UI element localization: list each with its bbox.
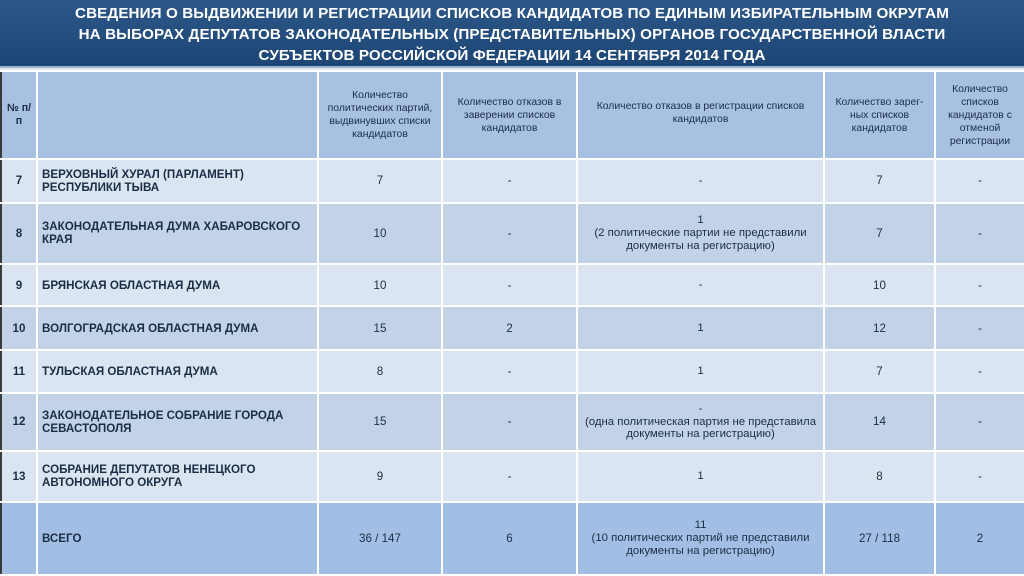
- row-parties: 9: [318, 451, 442, 502]
- row-parties: 36 / 147: [318, 502, 442, 575]
- row-name: ВСЕГО: [37, 502, 318, 575]
- title-line-1: СВЕДЕНИЯ О ВЫДВИЖЕНИИ И РЕГИСТРАЦИИ СПИСКОВ КАНДИДАТОВ ПО ЕДИНЫМ ИЗБИРАТЕЛЬНЫМ ОКРУГАМ: [75, 5, 949, 22]
- table-row: [1, 451, 1024, 502]
- slide-title: [0, 0, 1024, 68]
- title-line-2: НА ВЫБОРАХ ДЕПУТАТОВ ЗАКОНОДАТЕЛЬНЫХ (ПРЕДСТАВИТЕЛЬНЫХ) ОРГАНОВ ГОСУДАРСТВЕННОЙ ВЛАСТИ: [78, 26, 946, 43]
- registration-table-container: [0, 70, 1024, 576]
- row-cancelled: -: [935, 264, 1024, 307]
- row-registered: 14: [824, 393, 935, 451]
- header-row: [1, 71, 1024, 159]
- row-parties: 15: [318, 306, 442, 350]
- table-row: [1, 264, 1024, 307]
- table-row: [1, 350, 1024, 393]
- row-num: 7: [1, 159, 37, 203]
- table-row: [1, 159, 1024, 203]
- row-refusals-certification: -: [442, 350, 577, 393]
- row-num: 9: [1, 264, 37, 307]
- row-registered: 27 / 118: [824, 502, 935, 575]
- header-parties: Количество политических партий, выдвинувших списки кандидатов: [318, 71, 442, 159]
- row-name: БРЯНСКАЯ ОБЛАСТНАЯ ДУМА: [37, 264, 318, 307]
- row-registered: 8: [824, 451, 935, 502]
- row-refusals-registration-value: -: [698, 278, 703, 291]
- row-refusals-registration-note: (2 политические партии не представили документы на регистрацию): [594, 226, 807, 252]
- row-refusals-registration: [577, 159, 824, 203]
- row-refusals-registration: [577, 502, 824, 575]
- row-parties: 15: [318, 393, 442, 451]
- title-line-3: СУБЪЕКТОВ РОССИЙСКОЙ ФЕДЕРАЦИИ 14 СЕНТЯБРЯ 2014 ГОДА: [258, 47, 766, 64]
- row-num: 13: [1, 451, 37, 502]
- registration-table: [0, 70, 1024, 576]
- row-cancelled: -: [935, 159, 1024, 203]
- row-num: 11: [1, 350, 37, 393]
- header-num: № п/п: [1, 71, 37, 159]
- row-parties: 7: [318, 159, 442, 203]
- table-row: [1, 502, 1024, 575]
- row-name: СОБРАНИЕ ДЕПУТАТОВ НЕНЕЦКОГО АВТОНОМНОГО ОКРУГА: [37, 451, 318, 502]
- header-registered: Количество зарег-ных списков кандидатов: [824, 71, 935, 159]
- row-refusals-registration: [577, 393, 824, 451]
- row-refusals-registration: [577, 264, 824, 307]
- header-name: [37, 71, 318, 159]
- row-refusals-registration: [577, 203, 824, 264]
- row-registered: 7: [824, 203, 935, 264]
- row-refusals-registration-value: 1: [697, 365, 704, 378]
- row-cancelled: -: [935, 393, 1024, 451]
- row-cancelled: -: [935, 451, 1024, 502]
- row-num: 8: [1, 203, 37, 264]
- row-refusals-certification: 2: [442, 306, 577, 350]
- row-refusals-registration-value: -: [698, 403, 703, 416]
- row-parties: 10: [318, 264, 442, 307]
- row-name: ЗАКОНОДАТЕЛЬНАЯ ДУМА ХАБАРОВСКОГО КРАЯ: [37, 203, 318, 264]
- row-name: ЗАКОНОДАТЕЛЬНОЕ СОБРАНИЕ ГОРОДА СЕВАСТОПОЛЯ: [37, 393, 318, 451]
- row-refusals-certification: 6: [442, 502, 577, 575]
- row-registered: 10: [824, 264, 935, 307]
- row-registered: 7: [824, 159, 935, 203]
- header-cancelled: Количество списков кандидатов с отменой регистрации: [935, 71, 1024, 159]
- row-parties: 8: [318, 350, 442, 393]
- row-refusals-registration: [577, 350, 824, 393]
- table-row: [1, 393, 1024, 451]
- row-name: ТУЛЬСКАЯ ОБЛАСТНАЯ ДУМА: [37, 350, 318, 393]
- table-row: [1, 203, 1024, 264]
- row-num: 10: [1, 306, 37, 350]
- row-name: ВОЛГОГРАДСКАЯ ОБЛАСТНАЯ ДУМА: [37, 306, 318, 350]
- row-refusals-registration: [577, 306, 824, 350]
- table-row: [1, 306, 1024, 350]
- header-refusals-certification: Количество отказов в заверении списков кандидатов: [442, 71, 577, 159]
- row-cancelled: -: [935, 306, 1024, 350]
- row-cancelled: -: [935, 350, 1024, 393]
- row-parties: 10: [318, 203, 442, 264]
- row-refusals-registration-value: 11: [694, 519, 707, 532]
- row-refusals-registration-value: -: [698, 174, 703, 187]
- row-refusals-registration-value: 1: [697, 322, 704, 335]
- row-refusals-certification: -: [442, 203, 577, 264]
- row-refusals-certification: -: [442, 451, 577, 502]
- row-refusals-certification: -: [442, 159, 577, 203]
- row-cancelled: -: [935, 203, 1024, 264]
- header-refusals-registration: Количество отказов в регистрации списков кандидатов: [577, 71, 824, 159]
- row-refusals-certification: -: [442, 264, 577, 307]
- row-name: ВЕРХОВНЫЙ ХУРАЛ (ПАРЛАМЕНТ) РЕСПУБЛИКИ ТЫВА: [37, 159, 318, 203]
- table-body: [1, 159, 1024, 575]
- row-refusals-registration-note: (10 политических партий не представили документы на регистрацию): [591, 532, 810, 557]
- row-refusals-registration-value: 1: [697, 470, 704, 483]
- row-registered: 7: [824, 350, 935, 393]
- row-cancelled: 2: [935, 502, 1024, 575]
- row-refusals-registration-note: (одна политическая партия не представила документы на регистрацию): [584, 415, 817, 441]
- row-refusals-registration: [577, 451, 824, 502]
- row-num: 12: [1, 393, 37, 451]
- row-num: [1, 502, 37, 575]
- row-registered: 12: [824, 306, 935, 350]
- row-refusals-registration-value: 1: [697, 214, 704, 227]
- row-refusals-certification: -: [442, 393, 577, 451]
